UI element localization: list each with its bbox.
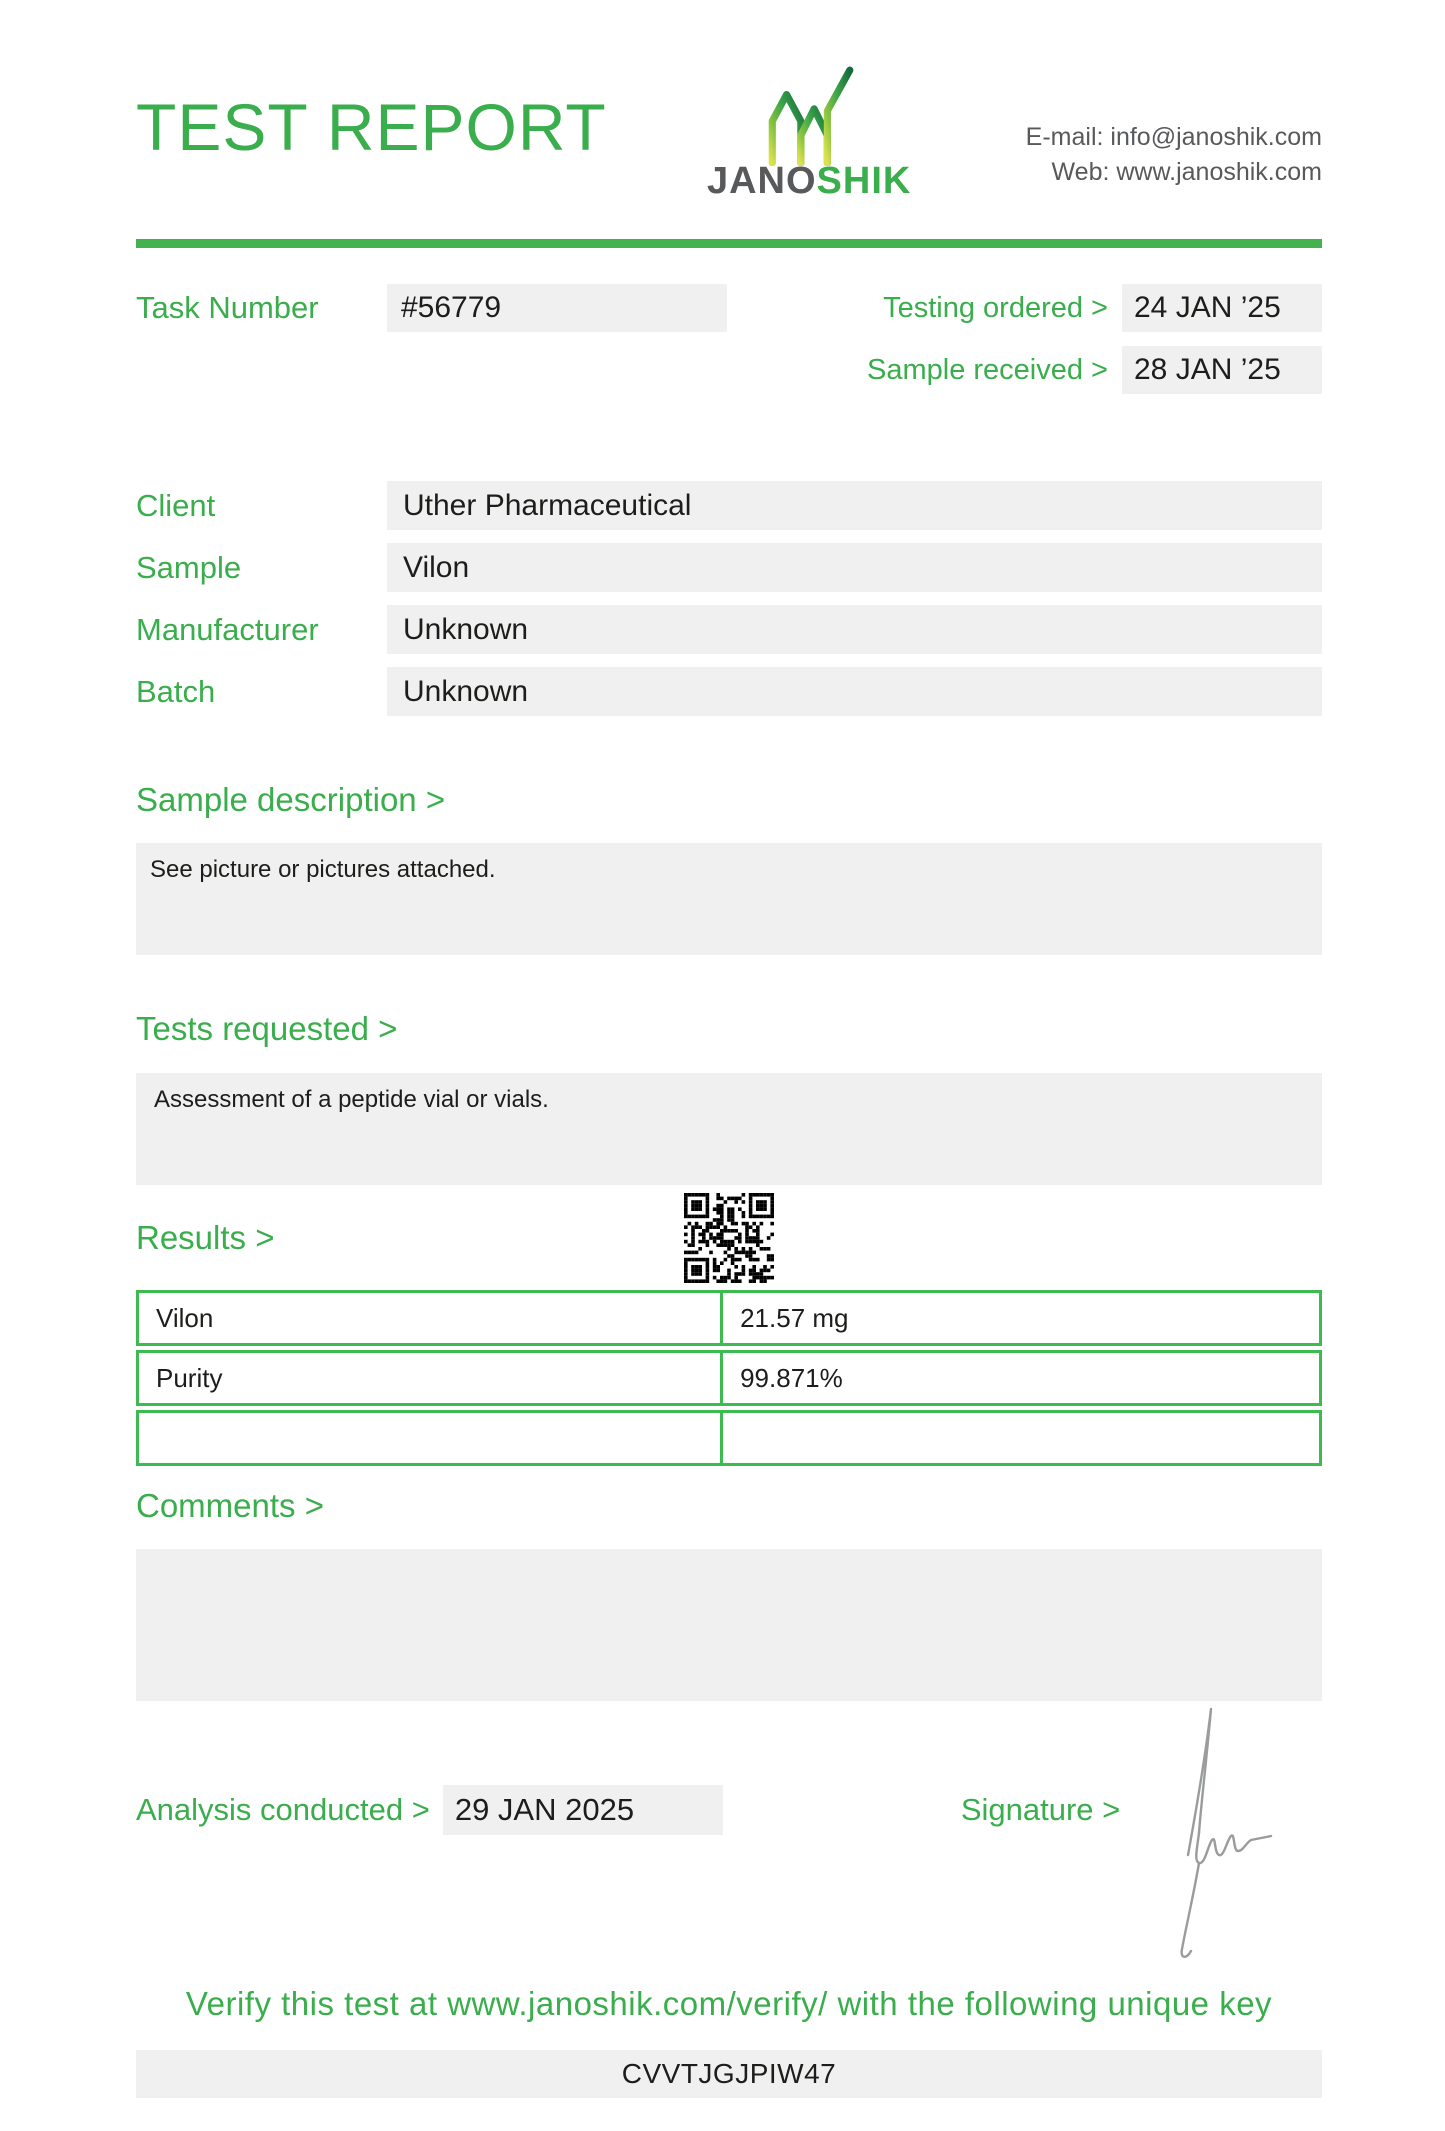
report-header <box>136 64 1322 209</box>
sample-description-box: See picture or pictures attached. <box>136 843 1322 955</box>
contact-info <box>1026 120 1322 209</box>
sample-received-value: 28 JAN ’25 <box>1122 346 1322 394</box>
task-number-label: Task Number <box>136 290 319 325</box>
manufacturer-label: Manufacturer <box>136 612 319 647</box>
table-row <box>136 1410 1322 1466</box>
manufacturer-value: Unknown <box>387 605 1322 654</box>
task-number-value: #56779 <box>387 284 727 332</box>
signature-image <box>1150 1693 1325 1965</box>
task-section <box>136 284 1322 394</box>
table-row <box>136 1290 1322 1346</box>
analysis-conducted-label: Analysis conducted > <box>136 1791 430 1827</box>
sample-received-label: Sample received > <box>867 353 1108 386</box>
testing-ordered-label: Testing ordered > <box>883 291 1108 324</box>
dates-block <box>867 284 1322 394</box>
batch-label: Batch <box>136 674 216 709</box>
logo-wordmark <box>707 162 911 200</box>
page-title: TEST REPORT <box>136 90 607 164</box>
client-row <box>136 481 1322 530</box>
testing-ordered-value: 24 JAN ’25 <box>1122 284 1322 332</box>
results-heading: Results > <box>136 1219 275 1257</box>
contact-email: E-mail: info@janoshik.com <box>1025 123 1322 151</box>
results-header-row <box>136 1193 1322 1285</box>
comments-heading: Comments > <box>136 1486 324 1524</box>
sample-value: Vilon <box>387 543 1322 592</box>
contact-web: Web: www.janoshik.com <box>1051 158 1322 186</box>
analysis-conducted-value: 29 JAN 2025 <box>443 1785 723 1835</box>
info-section <box>136 481 1322 716</box>
comments-box <box>136 1549 1322 1701</box>
qr-code <box>684 1193 774 1283</box>
testing-ordered-row <box>867 284 1322 332</box>
result-name: Purity <box>139 1353 723 1403</box>
client-value: Uther Pharmaceutical <box>387 481 1322 530</box>
result-value <box>723 1413 1319 1463</box>
growth-chart-icon <box>763 64 855 166</box>
sample-label: Sample <box>136 550 242 585</box>
janoshik-logo <box>697 64 922 209</box>
results-table <box>136 1290 1322 1466</box>
table-row <box>136 1350 1322 1406</box>
result-value: 99.871% <box>740 1362 843 1393</box>
signature-label: Signature > <box>960 1791 1121 1827</box>
verify-key: CVVTJGJPIW47 <box>136 2050 1322 2098</box>
result-value: 21.57 mg <box>740 1302 849 1333</box>
client-label: Client <box>136 488 216 523</box>
logo-text-primary: JANO <box>706 160 817 202</box>
header-divider <box>136 239 1322 248</box>
tests-requested-box: Assessment of a peptide vial or vials. <box>136 1073 1322 1185</box>
sample-received-row <box>867 346 1322 394</box>
manufacturer-row <box>136 605 1322 654</box>
verify-instruction: Verify this test at www.janoshik.com/verify/ with the following unique key <box>185 1984 1273 2022</box>
sample-row <box>136 543 1322 592</box>
analysis-row <box>136 1785 1322 1835</box>
result-name <box>139 1413 723 1463</box>
tests-requested-heading: Tests requested > <box>136 1010 398 1048</box>
result-name: Vilon <box>139 1293 723 1343</box>
batch-value: Unknown <box>387 667 1322 716</box>
logo-text-accent: SHIK <box>816 160 912 202</box>
sample-description-heading: Sample description > <box>136 781 446 818</box>
batch-row <box>136 667 1322 716</box>
